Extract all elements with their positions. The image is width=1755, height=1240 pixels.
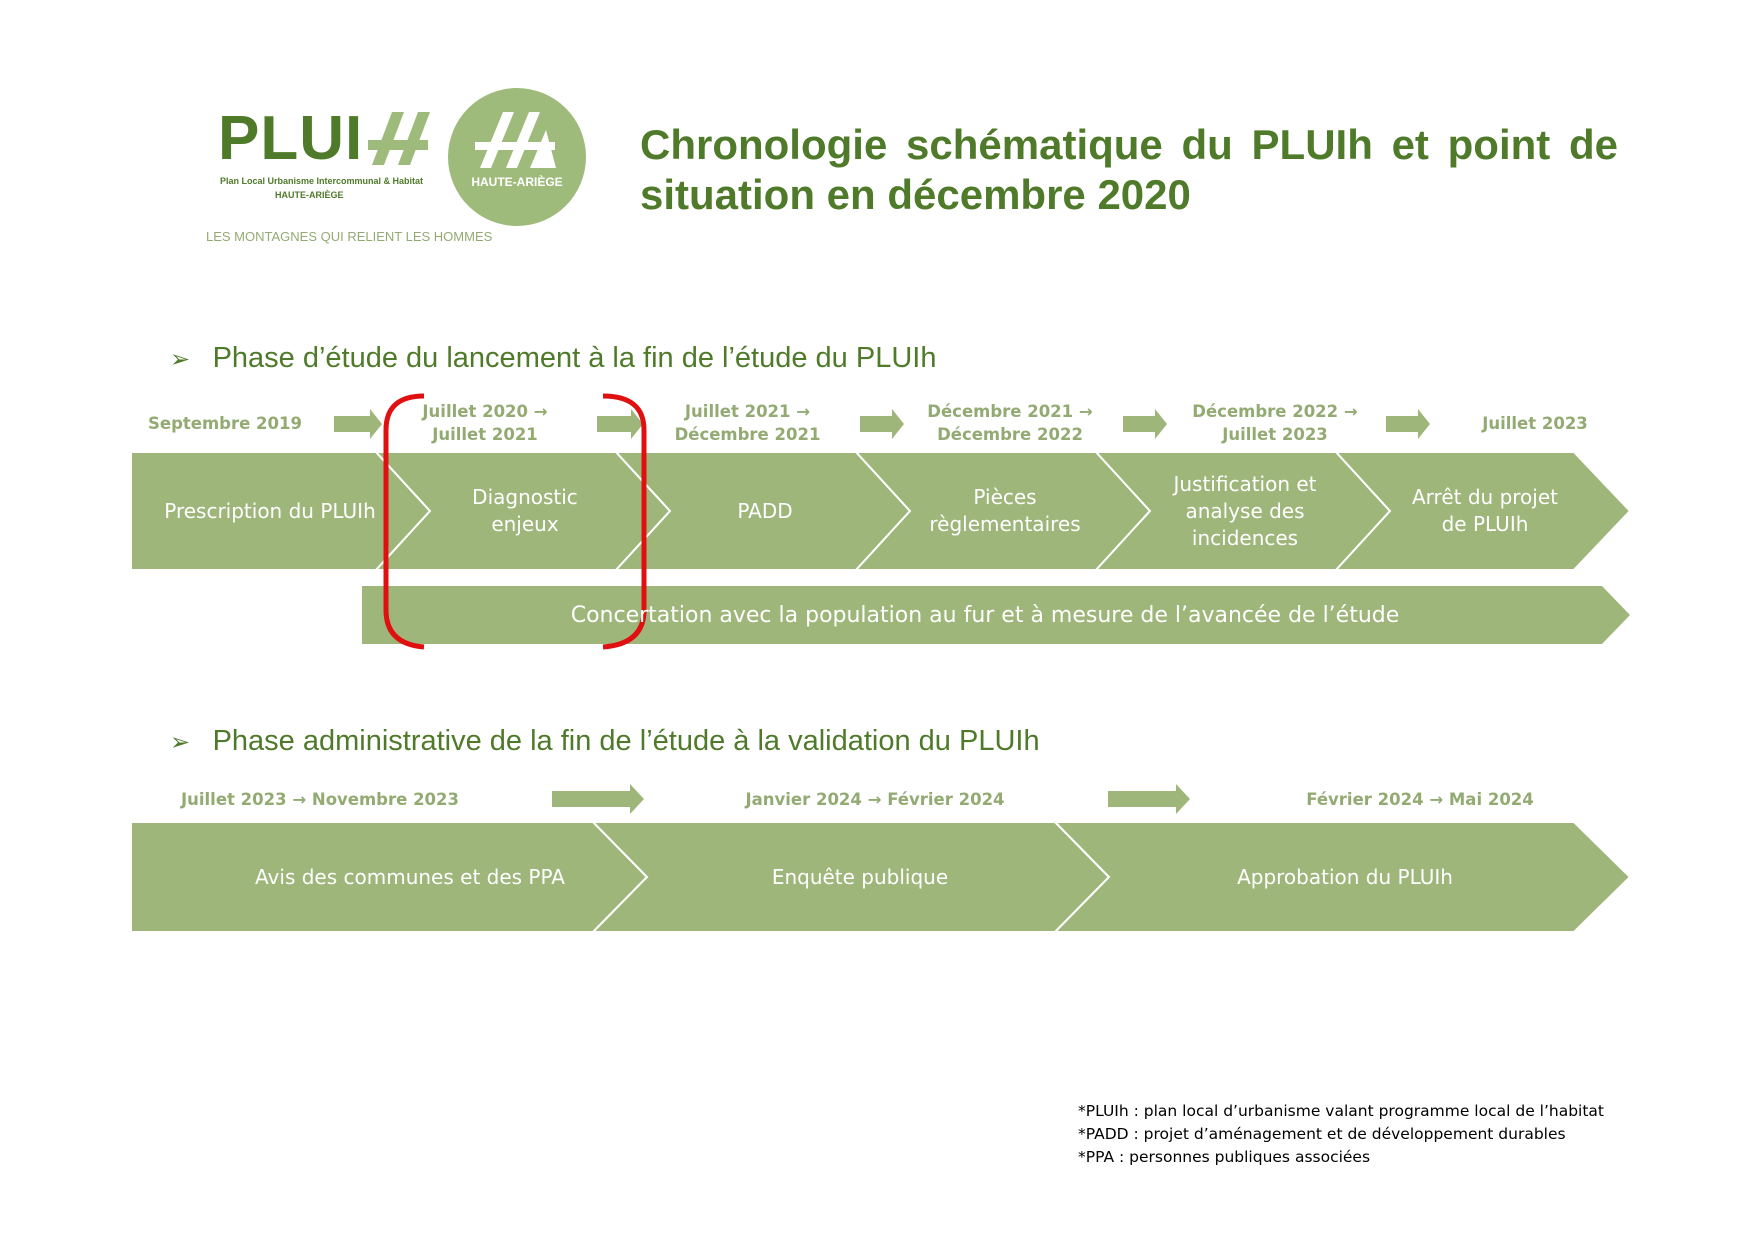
phase1-date-6: Juillet 2023 xyxy=(1482,414,1588,433)
step-arret: Arrêt du projet de PLUIh xyxy=(1412,485,1558,536)
phase2-date-2: Janvier 2024 → Février 2024 xyxy=(745,790,1005,809)
date-arrow xyxy=(1123,409,1167,439)
arrow-bullet-icon: ➢ xyxy=(170,346,191,373)
date-arrow xyxy=(552,784,644,814)
arrow-bullet-icon: ➢ xyxy=(170,729,191,756)
step-avis: Avis des communes et des PPA xyxy=(255,864,565,889)
phase2-heading: Phase administrative de la fin de l’étude à la validation du PLUIh xyxy=(212,725,1040,757)
phase2-heading-row xyxy=(170,725,1040,758)
plui-logo-subtitle-region: HAUTE-ARIÈGE xyxy=(275,190,344,200)
date-arrow xyxy=(597,409,643,439)
date-arrow xyxy=(1108,784,1190,814)
footnotes xyxy=(1078,1100,1604,1169)
date-arrow xyxy=(860,409,904,439)
step-prescription: Prescription du PLUIh xyxy=(164,498,376,523)
phase1-date-5: Décembre 2022 → Juillet 2023 xyxy=(1192,402,1358,444)
footnote-pluih: *PLUIh : plan local d’urbanisme valant programme local de l’habitat xyxy=(1078,1102,1605,1120)
step-diagnostic: Diagnostic enjeux xyxy=(472,485,578,536)
plui-logo-mark xyxy=(368,112,430,165)
step-approbation: Approbation du PLUIh xyxy=(1237,864,1453,889)
phase1-date-1: Septembre 2019 xyxy=(148,414,302,433)
phase1-date-2: Juillet 2020 → Juillet 2021 xyxy=(422,402,548,444)
step-pieces: Pièces règlementaires xyxy=(929,485,1081,536)
phase1-date-4: Décembre 2021 → Décembre 2022 xyxy=(927,402,1093,444)
tagline: LES MONTAGNES QUI RELIENT LES HOMMES xyxy=(206,229,493,244)
footnote-ppa: *PPA : personnes publiques associées xyxy=(1078,1148,1371,1166)
phase1-heading: Phase d’étude du lancement à la fin de l’étude du PLUIh xyxy=(212,342,937,374)
haute-ariege-logo-name: HAUTE-ARIÈGE xyxy=(471,175,563,189)
haute-ariege-logo xyxy=(448,88,586,226)
step-enquete: Enquête publique xyxy=(771,864,949,889)
phase2-date-1: Juillet 2023 → Novembre 2023 xyxy=(180,790,459,809)
plui-logo-text: PLUI xyxy=(218,104,364,173)
step-padd: PADD xyxy=(737,498,793,523)
step-justification: Justification et analyse des incidences xyxy=(1173,471,1317,550)
phase1-date-3: Juillet 2021 → Décembre 2021 xyxy=(674,402,821,444)
footnote-padd: *PADD : projet d’aménagement et de développement durables xyxy=(1078,1125,1566,1143)
page-title: Chronologie schématique du PLUIh et point de situation en décembre 2020 xyxy=(640,121,1618,218)
date-arrow xyxy=(334,409,382,439)
phase1-heading-row xyxy=(170,342,936,375)
phase2-date-3: Février 2024 → Mai 2024 xyxy=(1306,790,1534,809)
date-arrow xyxy=(1386,409,1430,439)
plui-logo-subtitle: Plan Local Urbanisme Intercommunal & Habitat xyxy=(220,176,424,186)
concertation-label: Concertation avec la population au fur et à mesure de l’avancée de l’étude xyxy=(570,602,1400,628)
